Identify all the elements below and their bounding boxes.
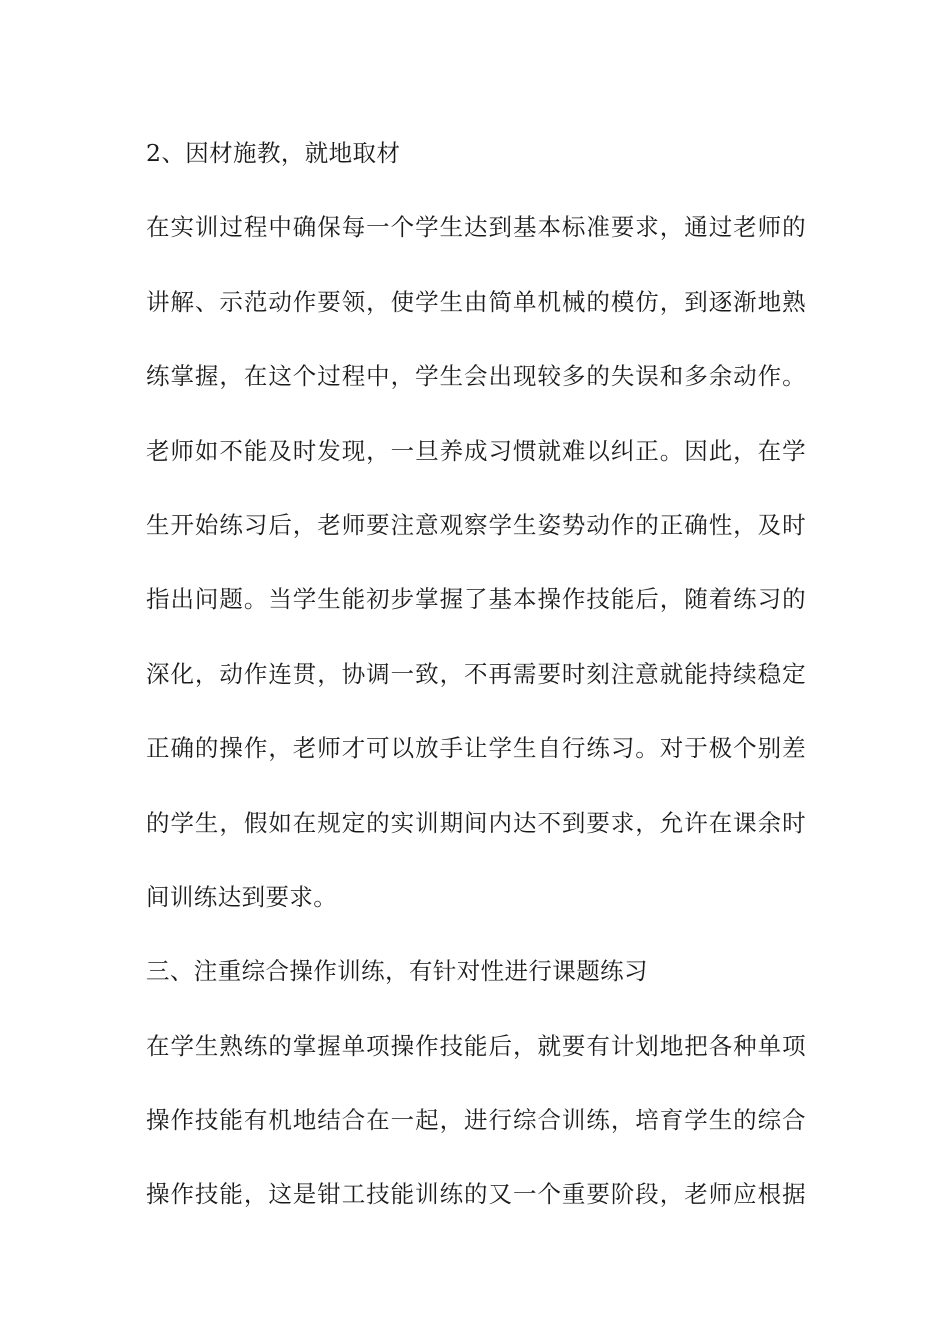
paragraph-line: 生开始练习后，老师要注意观察学生姿势动作的正确性，及时: [146, 510, 806, 539]
paragraph-line: 在实训过程中确保每一个学生达到基本标准要求，通过老师的: [146, 213, 806, 242]
section-heading: 2、因材施教，就地取材: [146, 139, 401, 167]
paragraph-line: 练掌握，在这个过程中，学生会出现较多的失误和多余动作。: [146, 362, 806, 391]
paragraph-line: 在学生熟练的掌握单项操作技能后，就要有计划地把各种单项: [146, 1031, 806, 1060]
document-body: [146, 127, 806, 1243]
paragraph-line: 间训练达到要求。: [146, 882, 338, 911]
paragraph-line: 的学生，假如在规定的实训期间内达不到要求，允许在课余时: [146, 808, 806, 837]
paragraph-line: 老师如不能及时发现，一旦养成习惯就难以纠正。因此，在学: [146, 436, 806, 465]
paragraph-line: 正确的操作，老师才可以放手让学生自行练习。对于极个别差: [146, 734, 806, 763]
paragraph-line: 深化，动作连贯，协调一致，不再需要时刻注意就能持续稳定: [146, 659, 806, 688]
paragraph-line: 讲解、示范动作要领，使学生由简单机械的模仿，到逐渐地熟: [146, 287, 806, 316]
paragraph-line: 指出问题。当学生能初步掌握了基本操作技能后，随着练习的: [146, 585, 806, 614]
section-heading: 三、注重综合操作训练，有针对性进行课题练习: [146, 957, 648, 986]
paragraph-line: 操作技能有机地结合在一起，进行综合训练，培育学生的综合: [146, 1106, 806, 1135]
paragraph-line: 操作技能，这是钳工技能训练的又一个重要阶段，老师应根据: [146, 1180, 806, 1209]
